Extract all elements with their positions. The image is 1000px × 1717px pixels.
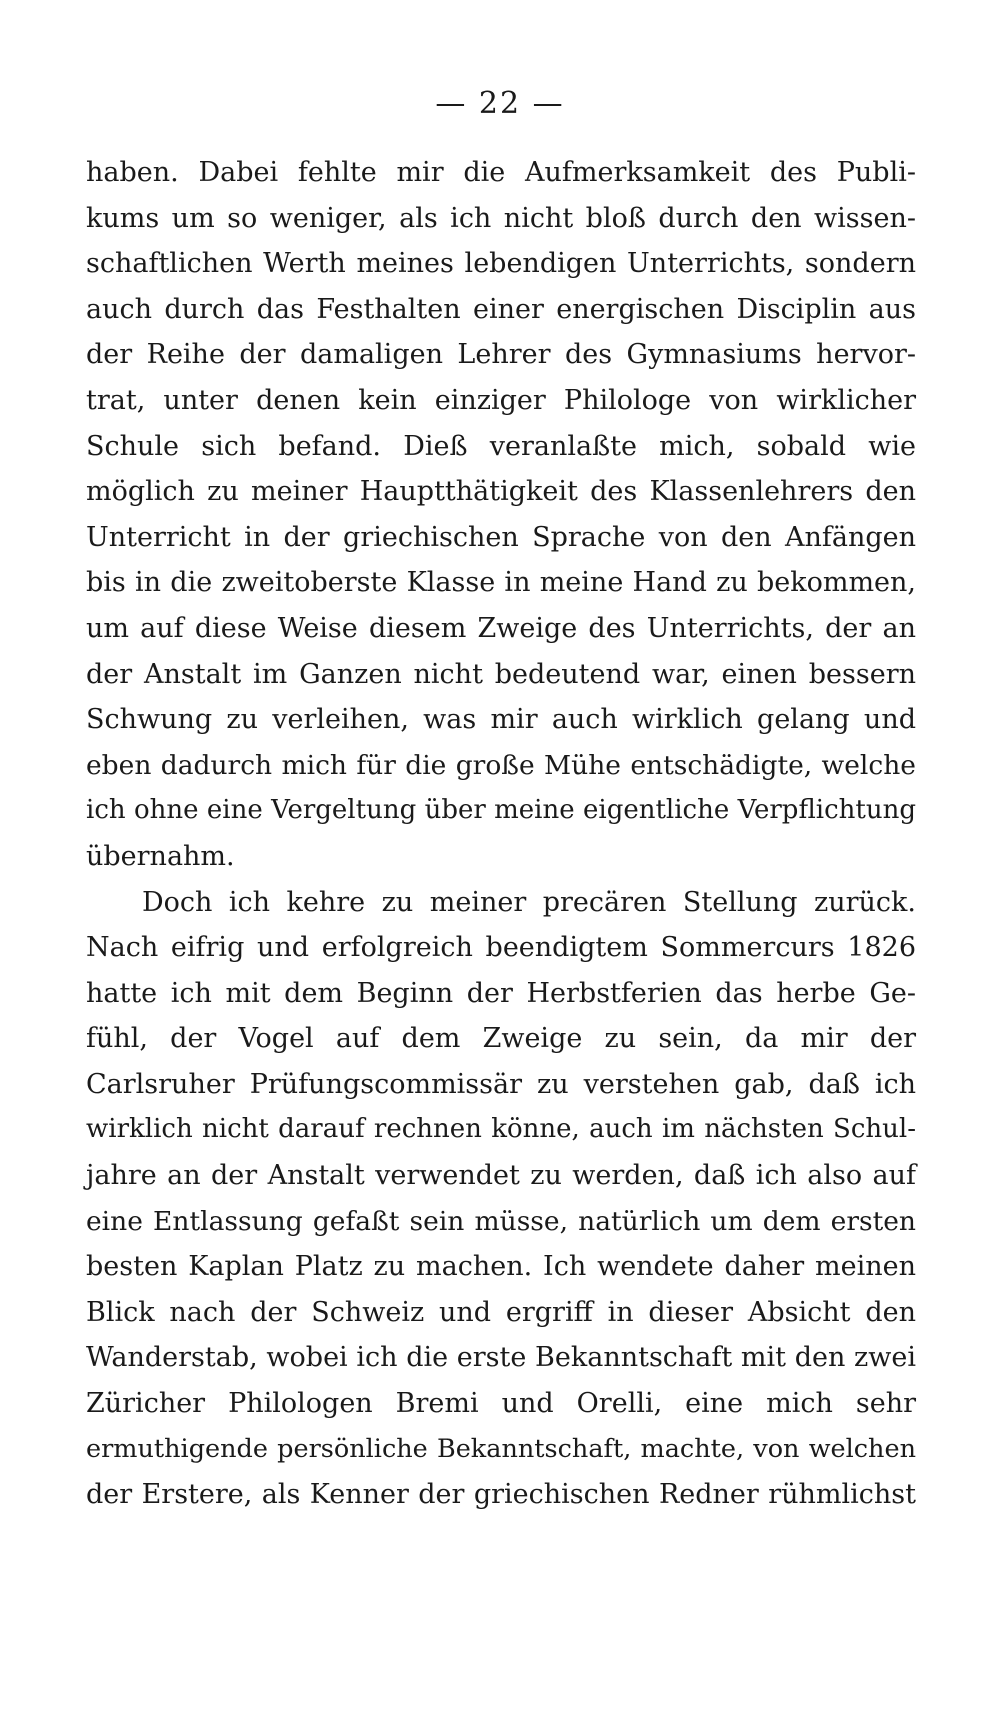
text-line: hatte ich mit dem Beginn der Herbstferien das herbe Ge- (86, 977, 916, 1009)
text-line: Carlsruher Prüfungscommissär zu verstehen gab, daß ich (86, 1068, 916, 1100)
text-line: Schwung zu verleihen, was mir auch wirklich gelang und (86, 704, 916, 736)
text-line: bis in die zweitoberste Klasse in meine Hand zu bekommen, (86, 567, 916, 599)
text-line: schaftlichen Werth meines lebendigen Unterrichts, sondern (86, 248, 916, 280)
text-line: ermuthigende persönliche Bekanntschaft, machte, von welchen (86, 1433, 916, 1464)
body-text (86, 150, 916, 1518)
text-line: Wanderstab, wobei ich die erste Bekanntschaft mit den zwei (86, 1342, 916, 1374)
text-line: übernahm. (86, 840, 235, 872)
text-line: um auf diese Weise diesem Zweige des Unterrichts, der an (86, 612, 916, 644)
text-line: eine Entlassung gefaßt sein müsse, natürlich um dem ersten (86, 1205, 916, 1237)
text-line: kums um so weniger, als ich nicht bloß durch den wissen- (86, 202, 916, 234)
text-line: besten Kaplan Platz zu machen. Ich wendete daher meinen (86, 1251, 916, 1283)
text-line: Schule sich befand. Dieß veranlaßte mich, sobald wie (86, 430, 916, 462)
text-line: Züricher Philologen Bremi und Orelli, eine mich sehr (86, 1388, 916, 1420)
text-line: Doch ich kehre zu meiner precären Stellung zurück. (142, 886, 916, 918)
text-line: eben dadurch mich für die große Mühe entschädigte, welche (86, 749, 916, 781)
text-line: der Erstere, als Kenner der griechischen Redner rühmlichst (86, 1479, 916, 1511)
text-line: der Anstalt im Ganzen nicht bedeutend war, einen bessern (86, 658, 916, 690)
text-line: jahre an der Anstalt verwendet zu werden, daß ich also auf (86, 1160, 916, 1192)
text-line: der Reihe der damaligen Lehrer des Gymnasiums hervor- (86, 339, 916, 371)
text-line: möglich zu meiner Hauptthätigkeit des Klassenlehrers den (86, 476, 916, 508)
text-line: ich ohne eine Vergeltung über meine eigentliche Verpflichtung (86, 795, 916, 826)
text-line: haben. Dabei fehlte mir die Aufmerksamkeit des Publi- (86, 157, 916, 188)
text-line: Nach eifrig und erfolgreich beendigtem Sommercurs 1826 (86, 932, 916, 964)
text-line: wirklich nicht darauf rechnen könne, auch im nächsten Schul- (86, 1114, 916, 1145)
paragraph-2 (86, 880, 916, 1518)
paragraph-1 (86, 150, 916, 880)
text-line: auch durch das Festhalten einer energischen Disciplin aus (86, 293, 916, 325)
text-line: Unterricht in der griechischen Sprache von den Anfängen (86, 521, 916, 553)
text-line: fühl, der Vogel auf dem Zweige zu sein, da mir der (86, 1023, 916, 1055)
text-line: Blick nach der Schweiz und ergriff in dieser Absicht den (86, 1296, 916, 1328)
text-line: trat, unter denen kein einziger Philologe von wirklicher (86, 384, 916, 416)
page-number: — 22 — (435, 86, 565, 121)
